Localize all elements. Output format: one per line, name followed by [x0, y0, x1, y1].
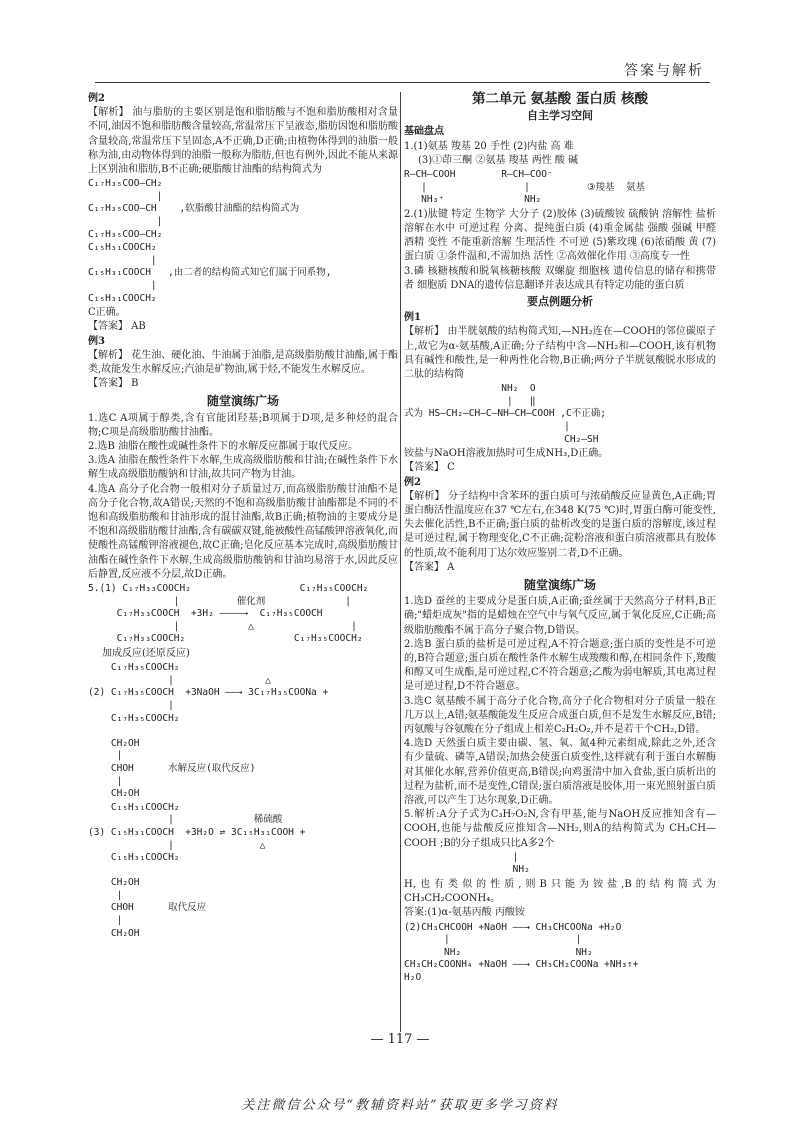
r-example-1-title: 例1	[404, 312, 421, 324]
right-column	[404, 92, 716, 986]
basics-item-2: 2.(1)肽键 特定 生物学 大分子 (2)胶体 (3)硫酸铵 硫酸钠 溶解性 盐析 溶解在水中 可逆过程 分离、提纯蛋白质 (4)重金属盐 强酸 强碱 甲醛 酒精 变性 不能重新溶解 生理活性 不可逆 (5)紫玫瑰 (6)浓硝酸 黄 (7)蛋白质 ①条件温和,不需加热 活性 ②高效催化作用 ③高度专一性	[404, 208, 716, 263]
header-title: 答案与解析	[624, 63, 704, 79]
r-practice-q5: 5.解析:A分子式为C₃H₇O₂N,含有甲基,能与NaOH反应推知含有—COOH,也能与盐酸反应推知含—NH₂,则A的结构简式为 CH₃CH—COOH ;B的分子组成只比A多2个	[404, 809, 716, 849]
r-practice-section-title: 随堂演练广场	[523, 578, 596, 593]
r-example-1-answer: 【答案】 C	[404, 462, 455, 474]
q5-equation-1: 5.(1) C₁₇H₃₃COOCH₂ C₁₇H₃₅COOCH₂ | 催化剂 | C₁₇H₃₃COOCH +3H₂ ————→ C₁₇H₃₅COOCH | △ | C₁₇H₃₃COOCH₂ C₁₇H₃₅COOCH₂	[88, 583, 369, 645]
r-example-2-analysis: 【解析】 分子结构中含苯环的蛋白质可与浓硝酸反应显黄色,A正确;胃蛋白酶活性温度应在37 ℃左右,在348 K(75 ℃)时,胃蛋白酶可能变性,失去催化活性,B不正确;蛋白质的盐析改变的是蛋白质的溶解度,该过程是可逆过程,属于物理变化,C不正确;淀粉溶液和蛋白质溶液都具有胶体的性质,故不能利用丁达尔效应鉴别二者,D不正确。	[404, 490, 716, 559]
practice-q3: 3.选A 油脂在酸性条件下水解,生成高级脂肪酸和甘油;在碱性条件下水解生成高级脂肪酸钠和甘油,故共同产物为甘油。	[88, 455, 398, 481]
r-practice-q2: 2.选B 蛋白质的盐析是可逆过程,A不符合题意;蛋白质的变性是不可逆的,B符合题意;蛋白质在酸性条件水解生成羧酸和醇,在相同条件下,羧酸和醇又可生成酯,是可逆过程,C不符合题意;乙酸为弱电解质,其电离过程是可逆过程,D不符合题意。	[404, 638, 716, 693]
r-example-1-tail: 铵盐与NaOH溶液加热时可生成NH₃,D正确。	[404, 448, 609, 460]
practice-q4: 4.选A 高分子化合物一般相对分子质量过万,而高级脂肪酸甘油酯不是高分子化合物,故A错误;天然的不饱和高级脂肪酸甘油酯都是不同的不饱和高级脂肪酸和甘油形成的混甘油酯,故B正确;植物油的主要成分是不饱和高级脂肪酸甘油酯,含有碳碳双键,能被酸性高锰酸钾溶液氧化,而使酸性高锰酸钾溶液褪色,故C正确;皂化反应基本完成时,高级脂肪酸甘油酯在碱性条件下水解,生成高级脂肪酸钠和甘油均易溶于水,因此反应后静置,反应液不分层,故D正确。	[88, 483, 398, 580]
palmitin-formula: C₁₅H₃₁COOCH₂ | C₁₅H₃₁COOCH ,由二者的结构简式知它们属于同系物, | C₁₅H₃₁COOCH₂	[88, 242, 332, 304]
practice-section-title: 随堂演练广场	[206, 394, 279, 409]
r-practice-q1: 1.选D 蚕丝的主要成分是蛋白质,A正确;蚕丝属于天然高分子材料,B正确;"蜡炬成灰"指的是蜡烛在空气中与氧气反应,属于氧化反应,C正确;高级脂肪酸酯不属于高分子聚合物,D错误。	[404, 596, 716, 636]
dipeptide-formula: NH₂ O | ‖ 式为 HS—CH₂—CH—C—NH—CH—COOH ,C不正确; | CH₂—SH	[404, 383, 606, 445]
example-3-analysis: 【解析】 花生油、硬化油、牛油属于油脂,是高级脂肪酸甘油酯,属于酯类,故能发生水解反应;汽油是矿物油,属于烃,不能发生水解反应。	[88, 349, 398, 375]
r-practice-q5b: H,也有类似的性质,则B只能为铵盐,B的结构简式为CH₃CH₂COONH₄。	[404, 879, 716, 905]
self-study-title: 自主学习空间	[527, 109, 593, 123]
r-practice-q4: 4.选D 天然蛋白质主要由碳、氢、氧、氮4种元素组成,除此之外,还含有少量硫、磷等,A错误;加热会使蛋白质变性,这样就有利于蛋白水解酶对其催化水解,营养价值更高,B错误;向鸡蛋清中加入食盐,蛋白质析出的过程为盐析,而不是变性,C错误;蛋白质溶液是胶体,用一束光照射蛋白质溶液,可以产生丁达尔现象,D正确。	[404, 738, 716, 807]
r-example-2-title: 例2	[404, 476, 421, 488]
key-examples-title: 要点例题分析	[527, 295, 593, 309]
r-example-1-analysis: 【解析】 由半胱氨酸的结构简式知,—NH₂连在—COOH的邻位碳原子上,故它为α-氨基酸,A正确;分子结构中含—NH₂和—COOH,该有机物具有碱性和酸性,是一种两性化合物,B正确;两分子半胱氨酸脱水形成的二肽的结构简	[404, 326, 716, 381]
r-q5-equations: (2)CH₃CHCOOH +NaOH ——→ CH₃CHCOONa +H₂O | | NH₂ NH₂ CH₃CH₂COONH₄ +NaOH ——→ CH₃CH₂COONa +NH₃↑+ H₂O	[404, 921, 639, 984]
practice-q2: 2.选B 油脂在酸性或碱性条件下的水解反应都属于取代反应。	[88, 440, 359, 452]
amino-acid-formula: R—CH—COOH R—CH—COO⁻ | | ③羧基 氨基 NH₃⁺ NH₂	[404, 169, 645, 206]
example-2-title: 例2	[88, 93, 105, 104]
example-2-answer: 【答案】 AB	[88, 321, 146, 333]
basics-item-1b: (3)①茚三酮 ②氨基 羧基 两性 酸 碱	[418, 154, 579, 166]
basics-item-3: 3.磷 核糖核酸和脱氧核糖核酸 双螺旋 细胞核 遗传信息的储存和携带者 细胞质 DNA的遗传信息翻译并表达成具有特定功能的蛋白质	[404, 265, 716, 291]
q5-reaction-type-1: 加成反应(还原反应)	[102, 647, 190, 659]
r-practice-q5-answer: 答案:(1)α-氨基丙酸 丙酸铵	[404, 907, 525, 919]
r-practice-q3: 3.选C 氨基酸不属于高分子化合物,高分子化合物相对分子质量一般在几万以上,A错;氨基酸能发生反应合成蛋白质,但不是发生水解反应,B错;丙氨酸与谷氨酸在分子组成上相差C₂H₂O₂,并不是若干个CH₂,D错。	[404, 695, 716, 736]
basics-item-1: 1.(1)氨基 羧基 20 手性 (2)内盐 高 难	[404, 140, 574, 152]
page-number: — 117 —	[370, 1032, 430, 1047]
example-3-title: 例3	[88, 335, 105, 347]
column-divider	[400, 92, 401, 1032]
unit-title: 第二单元 氨基酸 蛋白质 核酸	[471, 91, 649, 107]
q5-equation-2: C₁₇H₃₅COOCH₂ | △ (2) C₁₇H₃₅COOCH +3NaOH ——→ 3C₁₇H₃₅COONa + | C₁₇H₃₅COOCH₂ CH₂OH | CHOH 水解反应(取代反应) | CH₂OH	[88, 662, 329, 800]
example-2-conclusion: C正确。	[88, 307, 126, 319]
alanine-nh2-branch: | NH₂	[512, 851, 530, 876]
example-3-answer: 【答案】 B	[88, 378, 139, 390]
practice-q1: 1.选C A项属于醇类,含有官能团羟基;B项属于D项,是多种烃的混合物;C项是高级脂肪酸甘油酯。	[88, 412, 398, 438]
stearin-formula: C₁₇H₃₅COO—CH₂ | C₁₇H₃₅COO—CH ,软脂酸甘油酯的结构简式为 | C₁₇H₃₅COO—CH₂	[88, 178, 300, 240]
example-2-analysis: 【解析】 油与脂肪的主要区别是饱和脂肪酸与不饱和脂肪酸相对含量不同,油因不饱和脂肪酸含量较高,常温常压下呈液态,脂肪因饱和脂肪酸含量较高,常温常压下呈固态,A不正确,D正确;由植物体得到的油脂一般称为油,由动物体得到的油脂一般称为脂肪,但也有例外,因此不能从来源上区别油和脂肪,B不正确;硬脂酸甘油酯的结构简式为	[88, 107, 398, 176]
basics-title: 基础盘点	[404, 126, 444, 138]
q5-equation-3: C₁₅H₃₁COOCH₂ | 稀硫酸 (3) C₁₅H₃₁COOCH +3H₂O ⇌ 3C₁₅H₃₁COOH + | △ C₁₅H₃₁COOCH₂ CH₂OH | CHOH 取代反应 | CH₂OH	[88, 801, 306, 939]
footer-note: 关注微信公众号“教辅资料站”获取更多学习资料	[241, 1098, 559, 1113]
left-column	[88, 92, 398, 941]
r-example-2-answer: 【答案】 A	[404, 561, 455, 573]
page-header	[95, 60, 710, 83]
